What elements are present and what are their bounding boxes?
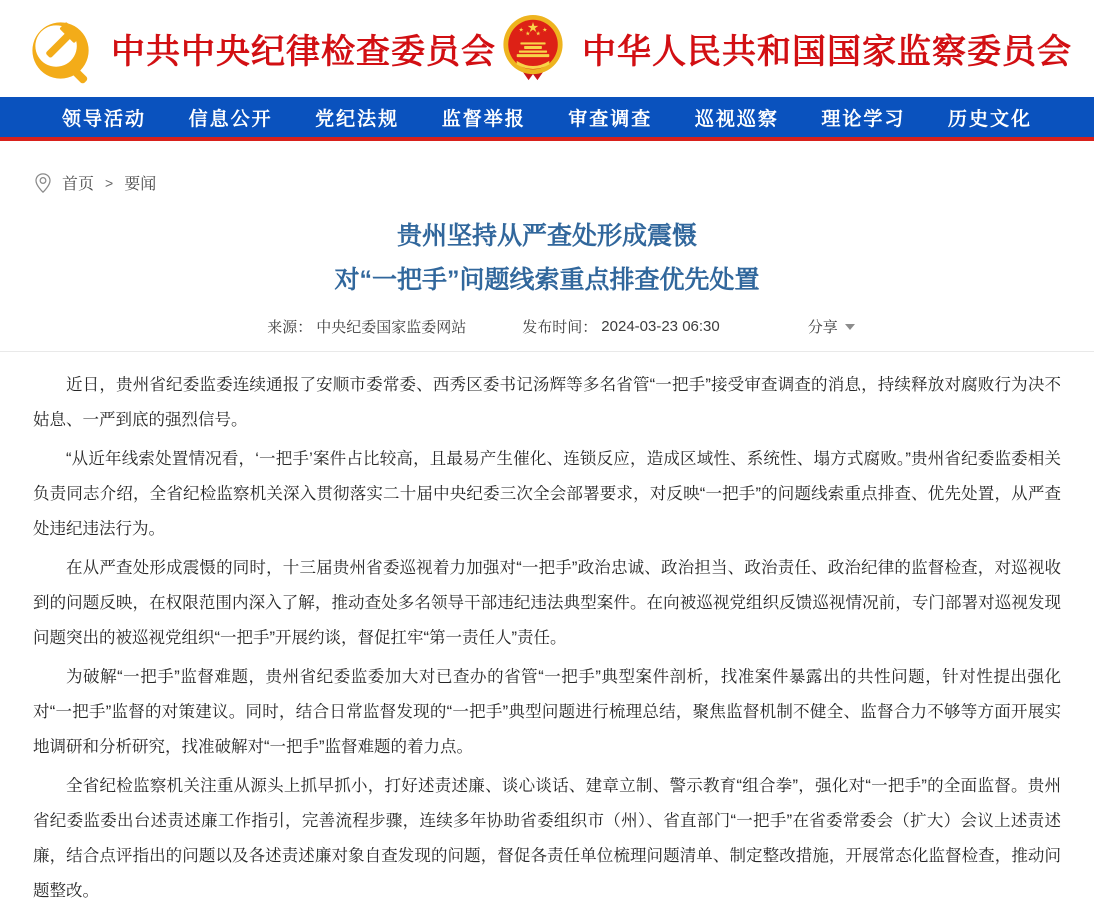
nav-item-party-regulations[interactable]: 党纪法规 — [315, 108, 400, 130]
article-paragraph: 为破解“一把手”监督难题，贵州省纪委监委加大对已查办的省管“一把手”典型案件剖析，找准案件暴露出的共性问题，针对性提出强化对“一把手”监督的对策建议。同时，结合日常监督发现的“一把手”典型问题进行梳理总结，聚焦监督机制不健全、监督合力不够等方面开展实地调研和分析研究，找准破解对“一把手”监督难题的着力点。 — [33, 668, 1061, 756]
source-value: 中央纪委国家监委网站 — [316, 319, 467, 336]
nav-item-history-culture[interactable]: 历史文化 — [947, 108, 1032, 130]
prc-national-emblem-icon — [496, 9, 570, 89]
article-paragraph: “从近年线索处置情况看，‘一把手’案件占比较高，且最易产生催化、连锁反应，造成区域性、系统性、塌方式腐败。”贵州省纪委监委相关负责同志介绍，全省纪检监察机关深入贯彻落实二十届中央纪委三次全会部署要求，对反映“一把手”的问题线索重点排查、优先处置，从严查处违纪违法行为。 — [33, 450, 1061, 538]
nav-item-supervision-report[interactable]: 监督举报 — [441, 108, 526, 130]
breadcrumb — [0, 141, 1094, 194]
cpc-emblem-icon — [25, 9, 99, 89]
breadcrumb-separator: > — [105, 174, 114, 191]
article — [0, 214, 1094, 909]
share-caret-icon — [845, 324, 855, 330]
article-title-line1: 贵州坚持从严查处形成震慑 — [396, 222, 697, 250]
ccdi-title: 中共中央纪律检查委员会 — [111, 33, 496, 71]
nav-item-theory-study[interactable]: 理论学习 — [821, 108, 906, 130]
share-label: 分享 — [807, 319, 838, 336]
nav-item-review-investigation[interactable]: 审查调查 — [568, 108, 653, 130]
nav-item-leader-activities[interactable]: 领导活动 — [62, 108, 147, 130]
article-body — [0, 352, 1094, 909]
article-paragraph: 全省纪检监察机关注重从源头上抓早抓小，打好述责述廉、谈心谈话、建章立制、警示教育“组合拳”，强化对“一把手”的全面监督。贵州省纪委监委出台述责述廉工作指引，完善流程步骤，连续多年协助省委组织市（州）、省直部门“一把手”在省委常委会（扩大）会议上述责述廉，结合点评指出的问题以及各述责述廉对象自查发现的问题，督促各责任单位梳理问题清单、制定整改措施，开展常态化监督检查，推动问题整改。 — [33, 777, 1061, 900]
article-meta — [0, 316, 1094, 352]
brand-nsc[interactable] — [496, 9, 1072, 89]
breadcrumb-section[interactable]: 要闻 — [124, 176, 157, 193]
publish-time-value: 2024-03-23 06:30 — [601, 318, 720, 335]
breadcrumb-home[interactable]: 首页 — [62, 176, 95, 193]
location-pin-icon — [33, 172, 53, 194]
nav-item-inspection-tours[interactable]: 巡视巡察 — [694, 108, 779, 130]
article-paragraph: 在从严查处形成震慑的同时，十三届贵州省委巡视着力加强对“一把手”政治忠诚、政治担当、政治责任、政治纪律的监督检查，对巡视收到的问题反映，在权限范围内深入了解，推动查处多名领导干部违纪违法典型案件。在向被巡视党组织反馈巡视情况前，专门部署对巡视发现问题突出的被巡视党组织“一把手”开展约谈，督促扛牢“第一责任人”责任。 — [33, 559, 1061, 647]
share-button[interactable] — [808, 316, 855, 337]
nav-item-info-disclosure[interactable]: 信息公开 — [188, 108, 273, 130]
publish-time-label: 发布时间： — [522, 319, 598, 336]
main-nav — [0, 97, 1094, 141]
source-label: 来源： — [267, 319, 313, 336]
article-title-line2: 对“一把手”问题线索重点排查优先处置 — [334, 266, 760, 294]
brand-ccdi[interactable] — [25, 9, 496, 89]
site-header — [0, 0, 1094, 97]
article-source — [267, 316, 466, 337]
article-title — [0, 214, 1094, 302]
article-publish-time — [522, 316, 719, 337]
nsc-title: 中华人民共和国国家监察委员会 — [582, 33, 1072, 71]
article-paragraph: 近日，贵州省纪委监委连续通报了安顺市委常委、西秀区委书记汤辉等多名省管“一把手”接受审查调查的消息，持续释放对腐败行为决不姑息、一严到底的强烈信号。 — [33, 376, 1061, 429]
